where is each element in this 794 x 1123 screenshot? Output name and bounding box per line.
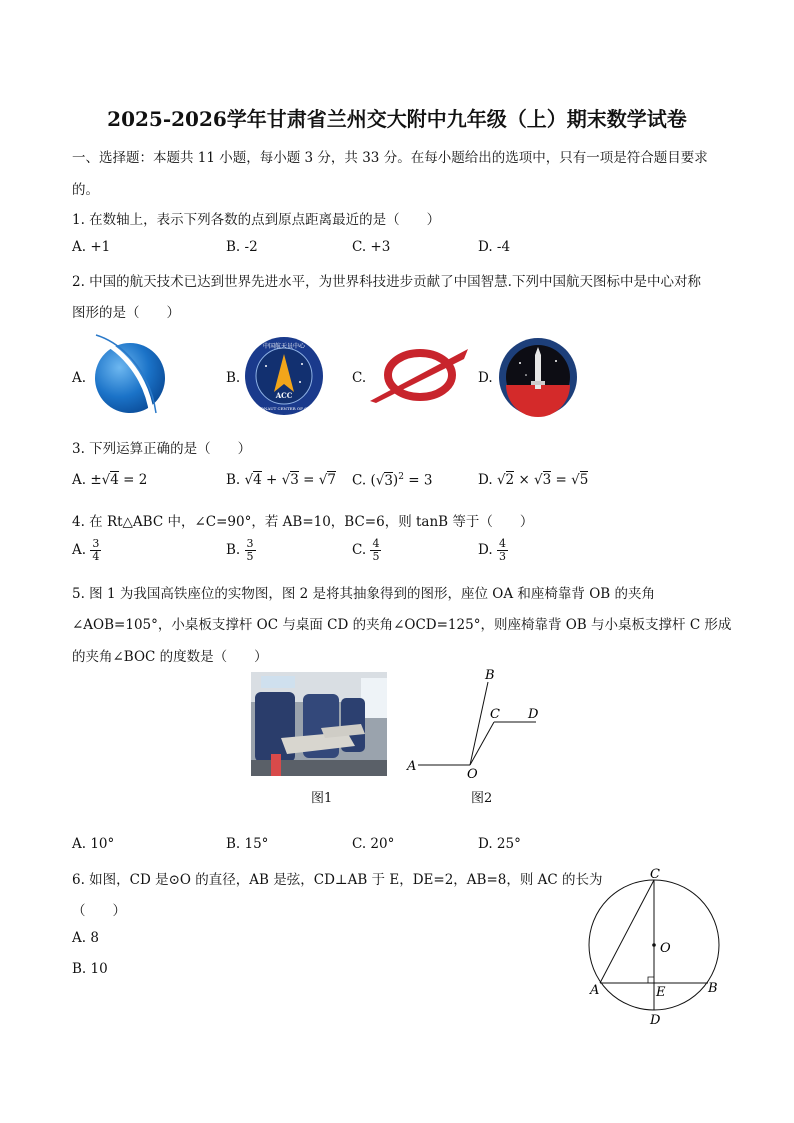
swoosh-logo-icon[interactable] — [368, 343, 472, 407]
q2-option-d-label[interactable]: D. — [478, 370, 493, 386]
figure-2-caption: 图2 — [471, 791, 493, 806]
fig2-label-a: A — [407, 759, 417, 774]
question-2-stem: 2. 中国的航天技术已达到世界先进水平，为世界科技进步贡献了中国智慧.下列中国航天图标中是中心对称 — [72, 274, 701, 290]
q4-option-c[interactable] — [352, 538, 381, 563]
q3-option-c-label: C. — [352, 472, 367, 489]
question-4-stem: 4. 在 Rt△ABC 中，∠C=90°，若 AB=10，BC=6，则 tanB 等于（ ） — [72, 514, 534, 530]
q4-option-a-label: A. — [72, 542, 87, 558]
q3-b-plus: + — [266, 472, 278, 488]
logo-b-bottom-text: ASTRONAUT CENTER OF CHINA — [249, 406, 319, 411]
q4-a-denominator: 4 — [92, 550, 100, 563]
figure-1-caption: 图1 — [311, 791, 333, 806]
q4-option-a[interactable] — [72, 538, 101, 563]
q5-option-d[interactable]: D. 25° — [478, 836, 521, 852]
q3-option-b-label: B. — [226, 472, 241, 488]
question-5-line3: 的夹角∠BOC 的度数是（ ） — [72, 649, 268, 665]
q3-c-radicand: 3 — [384, 472, 393, 489]
q3-option-a-label: A. — [72, 472, 87, 488]
q6-option-a[interactable]: A. 8 — [72, 930, 99, 946]
q3-option-d-label: D. — [478, 472, 493, 488]
fig2-label-b: B — [485, 668, 495, 683]
section-header: 一、选择题：本题共 11 小题，每小题 3 分，共 33 分。在每小题给出的选项中，只有一项是符合题目要求 — [72, 150, 708, 166]
q2-option-a-label[interactable]: A. — [72, 370, 87, 386]
q3-b-rad2: 3 — [290, 472, 299, 488]
train-seat-photo — [251, 672, 387, 776]
q3-b-rad1: 4 — [253, 472, 262, 488]
question-5-line1: 5. 图 1 为我国高铁座位的实物图，图 2 是将其抽象得到的图形，座位 OA 和座椅靠背 OB 的夹角 — [72, 586, 655, 602]
fig2-label-d: D — [528, 707, 539, 722]
angle-diagram — [400, 664, 550, 780]
q6-option-b[interactable]: B. 10 — [72, 961, 108, 977]
question-6-line1: 6. 如图，CD 是⊙O 的直径，AB 是弦，CD⊥AB 于 E，DE=2，AB=8，则 AC 的长为 — [72, 872, 603, 888]
q4-b-denominator: 5 — [246, 550, 254, 563]
fig6-label-o: O — [660, 941, 671, 956]
fig6-label-a: A — [590, 983, 600, 998]
question-5-line2: ∠AOB=105°，小桌板支撑杆 OC 与桌面 CD 的夹角∠OCD=125°，则座椅靠背 OB 与小桌板支撑杆 C 形成 — [72, 617, 732, 633]
question-1-stem: 1. 在数轴上，表示下列各数的点到原点距离最近的是（ ） — [72, 212, 441, 228]
fig6-label-d: D — [650, 1013, 661, 1028]
q3-d-times: × — [518, 472, 530, 488]
q5-option-c[interactable]: C. 20° — [352, 836, 395, 852]
q4-d-numerator: 4 — [498, 537, 506, 550]
rocket-logo-icon[interactable] — [498, 337, 578, 417]
section-header-cont: 的。 — [72, 182, 99, 198]
q3-d-rad2: 3 — [542, 472, 552, 488]
q4-option-d[interactable] — [478, 538, 508, 563]
q3-d-rad1: 2 — [505, 472, 515, 488]
fig2-label-o: O — [467, 767, 478, 780]
fig2-label-c: C — [490, 707, 500, 722]
circle-diagram — [580, 866, 730, 1032]
q3-d-eq: = — [555, 472, 567, 488]
logo-b-top-text: 中国航天员中心 — [262, 343, 306, 350]
astronaut-center-logo-icon[interactable] — [244, 336, 324, 416]
q3-option-b[interactable]: B. √4 + √3 = √7 — [226, 472, 336, 488]
q4-a-numerator: 3 — [92, 537, 100, 550]
fig6-label-b: B — [708, 981, 718, 996]
q2-option-b-label[interactable]: B. — [226, 370, 241, 386]
q5-option-b[interactable]: B. 15° — [226, 836, 269, 852]
q1-option-d[interactable]: D. -4 — [478, 239, 511, 255]
question-6-line2: （ ） — [72, 903, 126, 919]
q3-d-rad3: 5 — [579, 472, 589, 488]
question-3-stem: 3. 下列运算正确的是（ ） — [72, 441, 252, 457]
q4-b-numerator: 3 — [246, 537, 254, 550]
q4-option-b-label: B. — [226, 542, 241, 558]
question-2-stem-cont: 图形的是（ ） — [72, 305, 180, 321]
q3-b-eq: = — [303, 472, 315, 488]
fig6-label-e: E — [656, 985, 666, 1000]
q3-a-radicand: 4 — [110, 472, 119, 488]
q3-b-rad3: 7 — [327, 472, 336, 488]
q3-option-c[interactable]: C. $(√3)^2 = 3$ — [352, 472, 433, 489]
q4-option-c-label: C. — [352, 542, 367, 558]
q4-option-d-label: D. — [478, 542, 493, 558]
q3-option-a[interactable]: A. ±√4 = 2 — [72, 472, 148, 488]
q3-a-pm: ± — [90, 472, 102, 488]
q4-d-denominator: 3 — [498, 550, 506, 563]
q3-c-rhs: = 3 — [408, 472, 433, 489]
q1-option-c[interactable]: C. +3 — [352, 239, 391, 255]
q3-c-exponent: 2 — [398, 472, 404, 482]
q2-option-c-label[interactable]: C. — [352, 370, 367, 386]
q3-option-d[interactable]: D. √2 × √3 = √5 — [478, 472, 589, 488]
logo-b-center-text: ACC — [275, 391, 293, 400]
q4-c-denominator: 5 — [372, 550, 380, 563]
globe-logo-icon[interactable] — [88, 333, 168, 417]
q4-option-b[interactable] — [226, 538, 256, 563]
q1-option-b[interactable]: B. -2 — [226, 239, 258, 255]
q5-option-a[interactable]: A. 10° — [72, 836, 115, 852]
page-title: 2025-2026学年甘肃省兰州交大附中九年级（上）期末数学试卷 — [107, 107, 687, 131]
q3-a-rhs: = 2 — [123, 472, 148, 488]
q1-option-a[interactable]: A. +1 — [72, 239, 111, 255]
fig6-label-c: C — [650, 867, 660, 882]
q4-c-numerator: 4 — [372, 537, 380, 550]
